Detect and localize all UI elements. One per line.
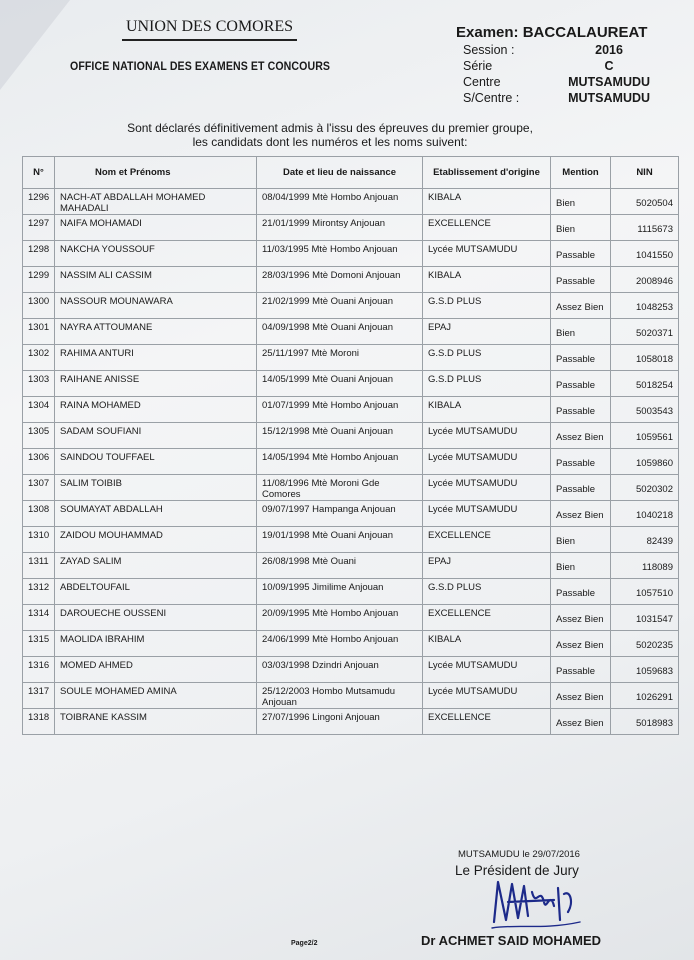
cell-name: NASSOUR MOUNAWARA bbox=[55, 293, 257, 319]
cell-birth: 03/03/1998 Dzindri Anjouan bbox=[257, 657, 423, 683]
cell-mention: Assez Bien bbox=[551, 293, 611, 319]
cell-nin: 5018983 bbox=[611, 709, 679, 735]
table-row bbox=[23, 241, 679, 267]
cell-school: Lycée MUTSAMUDU bbox=[423, 657, 551, 683]
cell-name: MAOLIDA IBRAHIM bbox=[55, 631, 257, 657]
cell-mention: Bien bbox=[551, 319, 611, 345]
cell-nin: 1058018 bbox=[611, 345, 679, 371]
cell-number: 1300 bbox=[23, 293, 55, 319]
cell-name: RAHIMA ANTURI bbox=[55, 345, 257, 371]
signature-title: Le Président de Jury bbox=[455, 863, 579, 878]
cell-name: NAYRA ATTOUMANE bbox=[55, 319, 257, 345]
table-row bbox=[23, 657, 679, 683]
exam-meta-row bbox=[456, 43, 666, 57]
cell-birth: 20/09/1995 Mtè Hombo Anjouan bbox=[257, 605, 423, 631]
cell-birth: 04/09/1998 Mtè Ouani Anjouan bbox=[257, 319, 423, 345]
table-header-row bbox=[23, 157, 679, 189]
cell-name: NAKCHA YOUSSOUF bbox=[55, 241, 257, 267]
cell-birth: 09/07/1997 Hampanga Anjouan bbox=[257, 501, 423, 527]
exam-meta-value: C bbox=[604, 59, 614, 73]
cell-mention: Passable bbox=[551, 267, 611, 293]
intro-line-1: Sont déclarés définitivement admis à l'issu des épreuves du premier groupe, bbox=[127, 121, 533, 135]
cell-mention: Passable bbox=[551, 345, 611, 371]
cell-school: EXCELLENCE bbox=[423, 527, 551, 553]
cell-name: SOUMAYAT ABDALLAH bbox=[55, 501, 257, 527]
cell-nin: 1031547 bbox=[611, 605, 679, 631]
cell-nin: 1059683 bbox=[611, 657, 679, 683]
exam-meta-row bbox=[456, 59, 666, 73]
cell-number: 1302 bbox=[23, 345, 55, 371]
cell-mention: Assez Bien bbox=[551, 605, 611, 631]
cell-number: 1317 bbox=[23, 683, 55, 709]
cell-name: NAIFA MOHAMADI bbox=[55, 215, 257, 241]
table-row bbox=[23, 553, 679, 579]
cell-nin: 1059860 bbox=[611, 449, 679, 475]
cell-school: KIBALA bbox=[423, 267, 551, 293]
results-table bbox=[22, 156, 679, 735]
cell-school: G.S.D PLUS bbox=[423, 293, 551, 319]
exam-meta-row bbox=[456, 75, 666, 89]
cell-mention: Bien bbox=[551, 553, 611, 579]
cell-birth: 26/08/1998 Mtè Ouani bbox=[257, 553, 423, 579]
cell-birth: 27/07/1996 Lingoni Anjouan bbox=[257, 709, 423, 735]
cell-nin: 1059561 bbox=[611, 423, 679, 449]
cell-number: 1310 bbox=[23, 527, 55, 553]
cell-name: NACH-AT ABDALLAH MOHAMED MAHADALI bbox=[55, 189, 257, 215]
cell-school: Lycée MUTSAMUDU bbox=[423, 501, 551, 527]
cell-mention: Assez Bien bbox=[551, 709, 611, 735]
cell-nin: 1026291 bbox=[611, 683, 679, 709]
cell-name: ZAIDOU MOUHAMMAD bbox=[55, 527, 257, 553]
intro-text bbox=[100, 121, 560, 149]
col-header-number: N° bbox=[23, 157, 55, 189]
cell-school: KIBALA bbox=[423, 189, 551, 215]
cell-nin: 5020302 bbox=[611, 475, 679, 501]
exam-meta-label: S/Centre : bbox=[463, 91, 520, 105]
cell-number: 1304 bbox=[23, 397, 55, 423]
table-row bbox=[23, 631, 679, 657]
table-row bbox=[23, 579, 679, 605]
cell-school: EXCELLENCE bbox=[423, 709, 551, 735]
cell-birth: 10/09/1995 Jimilime Anjouan bbox=[257, 579, 423, 605]
country-heading: UNION DES COMORES bbox=[122, 18, 297, 41]
cell-birth: 19/01/1998 Mtè Ouani Anjouan bbox=[257, 527, 423, 553]
cell-school: KIBALA bbox=[423, 397, 551, 423]
cell-mention: Assez Bien bbox=[551, 501, 611, 527]
col-header-school: Etablissement d'origine bbox=[423, 157, 551, 189]
cell-number: 1299 bbox=[23, 267, 55, 293]
cell-name: TOIBRANE KASSIM bbox=[55, 709, 257, 735]
cell-number: 1297 bbox=[23, 215, 55, 241]
cell-number: 1312 bbox=[23, 579, 55, 605]
cell-number: 1306 bbox=[23, 449, 55, 475]
cell-birth: 15/12/1998 Mtè Ouani Anjouan bbox=[257, 423, 423, 449]
cell-number: 1303 bbox=[23, 371, 55, 397]
cell-nin: 118089 bbox=[611, 553, 679, 579]
table-row bbox=[23, 293, 679, 319]
cell-mention: Bien bbox=[551, 189, 611, 215]
cell-school: G.S.D PLUS bbox=[423, 371, 551, 397]
cell-school: EPAJ bbox=[423, 319, 551, 345]
cell-name: SAINDOU TOUFFAEL bbox=[55, 449, 257, 475]
cell-school: Lycée MUTSAMUDU bbox=[423, 449, 551, 475]
exam-meta bbox=[456, 43, 666, 105]
cell-nin: 1041550 bbox=[611, 241, 679, 267]
cell-name: MOMED AHMED bbox=[55, 657, 257, 683]
exam-title: Examen: BACCALAUREAT bbox=[456, 24, 648, 41]
page-number: Page2/2 bbox=[291, 940, 318, 947]
cell-birth: 14/05/1994 Mtè Hombo Anjouan bbox=[257, 449, 423, 475]
cell-school: Lycée MUTSAMUDU bbox=[423, 423, 551, 449]
cell-name: ABDELTOUFAIL bbox=[55, 579, 257, 605]
cell-number: 1315 bbox=[23, 631, 55, 657]
cell-number: 1308 bbox=[23, 501, 55, 527]
table-row bbox=[23, 605, 679, 631]
cell-birth: 24/06/1999 Mtè Hombo Anjouan bbox=[257, 631, 423, 657]
exam-meta-label: Centre bbox=[463, 75, 501, 89]
cell-mention: Assez Bien bbox=[551, 683, 611, 709]
cell-nin: 1115673 bbox=[611, 215, 679, 241]
table-row bbox=[23, 345, 679, 371]
table-row bbox=[23, 709, 679, 735]
cell-school: Lycée MUTSAMUDU bbox=[423, 241, 551, 267]
cell-number: 1301 bbox=[23, 319, 55, 345]
cell-number: 1307 bbox=[23, 475, 55, 501]
cell-school: EXCELLENCE bbox=[423, 605, 551, 631]
cell-name: RAIHANE ANISSE bbox=[55, 371, 257, 397]
cell-birth: 14/05/1999 Mtè Ouani Anjouan bbox=[257, 371, 423, 397]
cell-number: 1311 bbox=[23, 553, 55, 579]
exam-meta-value: 2016 bbox=[595, 43, 623, 57]
table-row bbox=[23, 189, 679, 215]
cell-number: 1296 bbox=[23, 189, 55, 215]
cell-nin: 5003543 bbox=[611, 397, 679, 423]
cell-school: EXCELLENCE bbox=[423, 215, 551, 241]
cell-nin: 1040218 bbox=[611, 501, 679, 527]
table-row bbox=[23, 527, 679, 553]
cell-birth: 08/04/1999 Mtè Hombo Anjouan bbox=[257, 189, 423, 215]
col-header-nin: NIN bbox=[611, 157, 679, 189]
cell-mention: Passable bbox=[551, 449, 611, 475]
cell-nin: 1048253 bbox=[611, 293, 679, 319]
cell-mention: Passable bbox=[551, 657, 611, 683]
col-header-mention: Mention bbox=[551, 157, 611, 189]
exam-meta-row bbox=[456, 91, 666, 105]
president-name: Dr ACHMET SAID MOHAMED bbox=[421, 933, 602, 948]
cell-number: 1316 bbox=[23, 657, 55, 683]
table-row bbox=[23, 501, 679, 527]
col-header-name: Nom et Prénoms bbox=[55, 157, 257, 189]
exam-meta-label: Session : bbox=[463, 43, 515, 57]
exam-meta-value: MUTSAMUDU bbox=[568, 75, 651, 89]
handwritten-signature bbox=[484, 872, 594, 934]
cell-number: 1318 bbox=[23, 709, 55, 735]
cell-mention: Passable bbox=[551, 475, 611, 501]
cell-mention: Bien bbox=[551, 527, 611, 553]
cell-mention: Bien bbox=[551, 215, 611, 241]
cell-nin: 5020504 bbox=[611, 189, 679, 215]
table-row bbox=[23, 475, 679, 501]
cell-birth: 21/02/1999 Mtè Ouani Anjouan bbox=[257, 293, 423, 319]
cell-mention: Assez Bien bbox=[551, 423, 611, 449]
cell-school: EPAJ bbox=[423, 553, 551, 579]
cell-birth: 25/12/2003 Hombo Mutsamudu Anjouan bbox=[257, 683, 423, 709]
table-row bbox=[23, 267, 679, 293]
cell-number: 1298 bbox=[23, 241, 55, 267]
cell-birth: 21/01/1999 Mirontsy Anjouan bbox=[257, 215, 423, 241]
cell-mention: Passable bbox=[551, 397, 611, 423]
cell-name: RAINA MOHAMED bbox=[55, 397, 257, 423]
cell-nin: 2008946 bbox=[611, 267, 679, 293]
cell-name: DAROUECHE OUSSENI bbox=[55, 605, 257, 631]
cell-name: SOULE MOHAMED AMINA bbox=[55, 683, 257, 709]
cell-nin: 5020235 bbox=[611, 631, 679, 657]
cell-birth: 28/03/1996 Mtè Domoni Anjouan bbox=[257, 267, 423, 293]
exam-meta-label: Série bbox=[463, 59, 493, 73]
table-row bbox=[23, 371, 679, 397]
cell-school: Lycée MUTSAMUDU bbox=[423, 683, 551, 709]
table-row bbox=[23, 683, 679, 709]
cell-mention: Passable bbox=[551, 579, 611, 605]
cell-nin: 82439 bbox=[611, 527, 679, 553]
table-row bbox=[23, 397, 679, 423]
cell-number: 1314 bbox=[23, 605, 55, 631]
issuer-block bbox=[70, 18, 350, 73]
cell-school: Lycée MUTSAMUDU bbox=[423, 475, 551, 501]
intro-line-2: les candidats dont les numéros et les noms suivent: bbox=[192, 135, 468, 149]
exam-block bbox=[456, 24, 666, 105]
exam-meta-value: MUTSAMUDU bbox=[568, 91, 651, 105]
cell-school: G.S.D PLUS bbox=[423, 345, 551, 371]
signature-date: MUTSAMUDU le 29/07/2016 bbox=[458, 849, 580, 860]
cell-nin: 5018254 bbox=[611, 371, 679, 397]
cell-mention: Passable bbox=[551, 371, 611, 397]
cell-birth: 11/08/1996 Mtè Moroni Gde Comores bbox=[257, 475, 423, 501]
cell-school: KIBALA bbox=[423, 631, 551, 657]
col-header-birth: Date et lieu de naissance bbox=[257, 157, 423, 189]
cell-name: NASSIM ALI CASSIM bbox=[55, 267, 257, 293]
table-row bbox=[23, 215, 679, 241]
cell-birth: 11/03/1995 Mtè Hombo Anjouan bbox=[257, 241, 423, 267]
table-row bbox=[23, 423, 679, 449]
cell-birth: 25/11/1997 Mtè Moroni bbox=[257, 345, 423, 371]
cell-name: SALIM TOIBIB bbox=[55, 475, 257, 501]
page-fold-shadow bbox=[0, 0, 70, 90]
cell-name: ZAYAD SALIM bbox=[55, 553, 257, 579]
cell-nin: 5020371 bbox=[611, 319, 679, 345]
table-row bbox=[23, 319, 679, 345]
cell-mention: Assez Bien bbox=[551, 631, 611, 657]
cell-number: 1305 bbox=[23, 423, 55, 449]
cell-school: G.S.D PLUS bbox=[423, 579, 551, 605]
cell-name: SADAM SOUFIANI bbox=[55, 423, 257, 449]
cell-birth: 01/07/1999 Mtè Hombo Anjouan bbox=[257, 397, 423, 423]
table-row bbox=[23, 449, 679, 475]
office-heading: OFFICE NATIONAL DES EXAMENS ET CONCOURS bbox=[70, 61, 331, 73]
cell-mention: Passable bbox=[551, 241, 611, 267]
cell-nin: 1057510 bbox=[611, 579, 679, 605]
